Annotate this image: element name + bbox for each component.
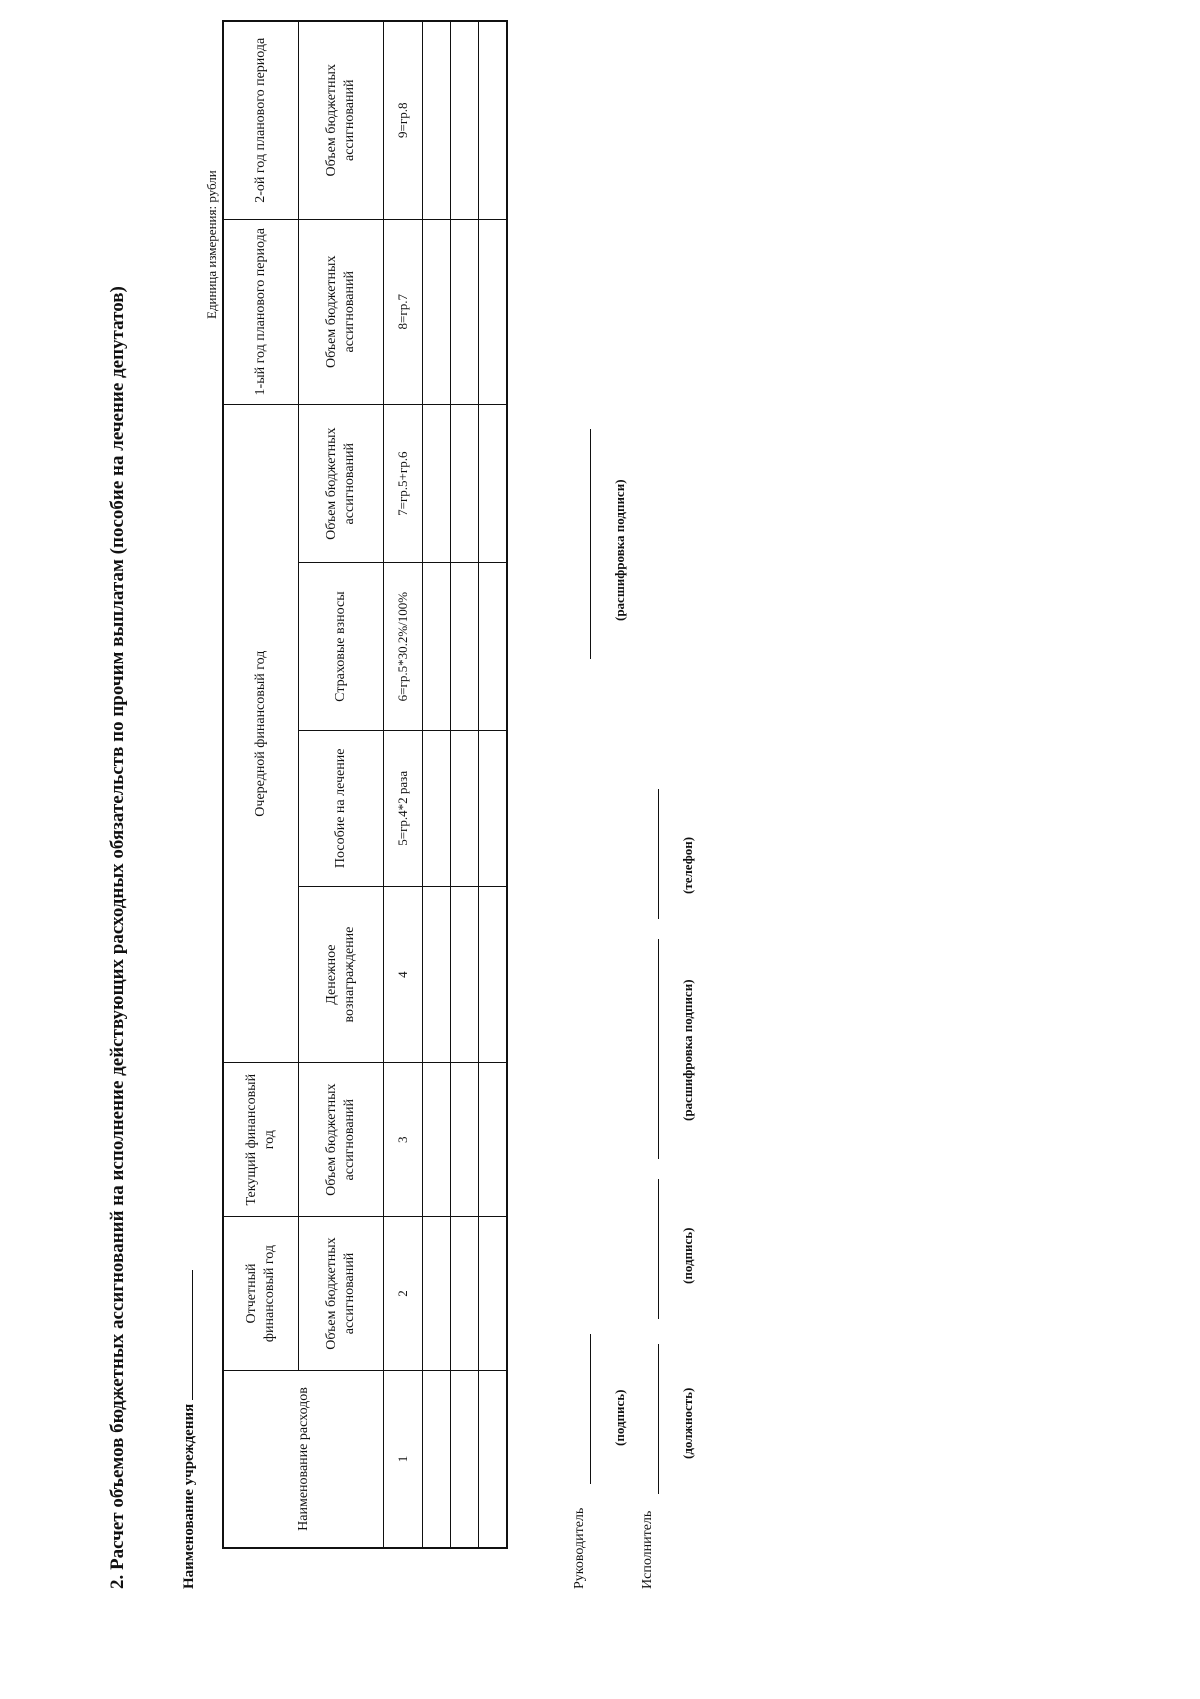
table-cell[interactable]: [423, 219, 451, 404]
col-number: 2: [384, 1217, 423, 1371]
header-plan-year-2: 2-ой год планового периода: [223, 21, 299, 219]
subheader-treatment-benefit: Пособие на лечение: [299, 730, 384, 886]
table-cell[interactable]: [479, 1063, 508, 1217]
head-decode-line[interactable]: [590, 429, 591, 659]
table-cell[interactable]: [423, 21, 451, 219]
table-cell[interactable]: [451, 563, 479, 730]
head-sign-line[interactable]: [590, 1334, 591, 1484]
header-expense-name: Наименование расходов: [223, 1370, 384, 1548]
table-cell[interactable]: [479, 1370, 508, 1548]
table-cell[interactable]: [423, 405, 451, 563]
table-row: [451, 21, 479, 1548]
header-current-year: Текущий финансовый год: [223, 1063, 299, 1217]
table-cell[interactable]: [479, 563, 508, 730]
header-plan-year-1: 1-ый год планового периода: [223, 219, 299, 404]
table-cell[interactable]: [423, 563, 451, 730]
subheader-next-volume: Объем бюджетных ассигнований: [299, 405, 384, 563]
header-row-1: [223, 21, 299, 1548]
institution-field: [178, 1270, 198, 1589]
col-number: 6=гр.5*30.2%/100%: [384, 563, 423, 730]
header-row-2: [299, 21, 384, 1548]
header-reporting-year: Отчетный финансовый год: [223, 1217, 299, 1371]
executor-sign-line[interactable]: [658, 1179, 659, 1319]
subheader-plan1-volume: Объем бюджетных ассигнований: [299, 219, 384, 404]
col-number: 7=гр.5+гр.6: [384, 405, 423, 563]
subheader-current-volume: Объем бюджетных ассигнований: [299, 1063, 384, 1217]
table-row: [423, 21, 451, 1548]
col-number: 1: [384, 1370, 423, 1548]
head-label: Руководитель: [572, 1507, 587, 1589]
executor-phone-caption: (телефон): [680, 836, 695, 894]
table-cell[interactable]: [451, 1063, 479, 1217]
table-cell[interactable]: [479, 21, 508, 219]
table-cell[interactable]: [479, 730, 508, 886]
executor-label: Исполнитель: [640, 1510, 655, 1589]
table-cell[interactable]: [451, 219, 479, 404]
table-cell[interactable]: [423, 1217, 451, 1371]
table-cell[interactable]: [423, 730, 451, 886]
subheader-plan2-volume: Объем бюджетных ассигнований: [299, 21, 384, 219]
header-next-year: Очередной финансовый год: [223, 405, 299, 1063]
executor-phone-line[interactable]: [658, 789, 659, 919]
executor-position-line[interactable]: [658, 1344, 659, 1494]
table-cell[interactable]: [479, 1217, 508, 1371]
institution-line: [178, 1270, 193, 1400]
subheader-insurance: Страховые взносы: [299, 563, 384, 730]
unit-label: Единица измерения: рубли: [204, 170, 219, 319]
col-number: 3: [384, 1063, 423, 1217]
table-cell[interactable]: [479, 219, 508, 404]
head-decode-caption: (расшифровка подписи): [612, 479, 627, 621]
subheader-reporting-volume: Объем бюджетных ассигнований: [299, 1217, 384, 1371]
executor-decode-caption: (расшифровка подписи): [680, 979, 695, 1121]
table-cell[interactable]: [423, 1370, 451, 1548]
table-cell[interactable]: [451, 1370, 479, 1548]
table-cell[interactable]: [451, 730, 479, 886]
executor-position-caption: (должность): [680, 1387, 695, 1459]
col-number: 8=гр.7: [384, 219, 423, 404]
table-cell[interactable]: [451, 1217, 479, 1371]
table-cell[interactable]: [451, 405, 479, 563]
table-cell[interactable]: [479, 405, 508, 563]
col-number: 5=гр.4*2 раза: [384, 730, 423, 886]
table-cell[interactable]: [423, 1063, 451, 1217]
table-cell[interactable]: [451, 21, 479, 219]
col-number: 9=гр.8: [384, 21, 423, 219]
head-sign-caption: (подпись): [612, 1389, 627, 1446]
table-cell[interactable]: [423, 886, 451, 1062]
subheader-monetary-pay: Денежное вознаграждение: [299, 886, 384, 1062]
table-cell[interactable]: [479, 886, 508, 1062]
executor-decode-line[interactable]: [658, 939, 659, 1159]
institution-label: Наименование учреждения: [181, 1403, 197, 1589]
table-cell[interactable]: [451, 886, 479, 1062]
form-title: 2. Расчет объемов бюджетных ассигнований на исполнение действующих расходных обязательств по прочим выплатам (пособие на лечение депутатов): [107, 286, 128, 1589]
column-number-row: [384, 21, 423, 1548]
col-number: 4: [384, 886, 423, 1062]
executor-sign-caption: (подпись): [680, 1227, 695, 1284]
calculation-table: [222, 20, 508, 1549]
table-row: [479, 21, 508, 1548]
